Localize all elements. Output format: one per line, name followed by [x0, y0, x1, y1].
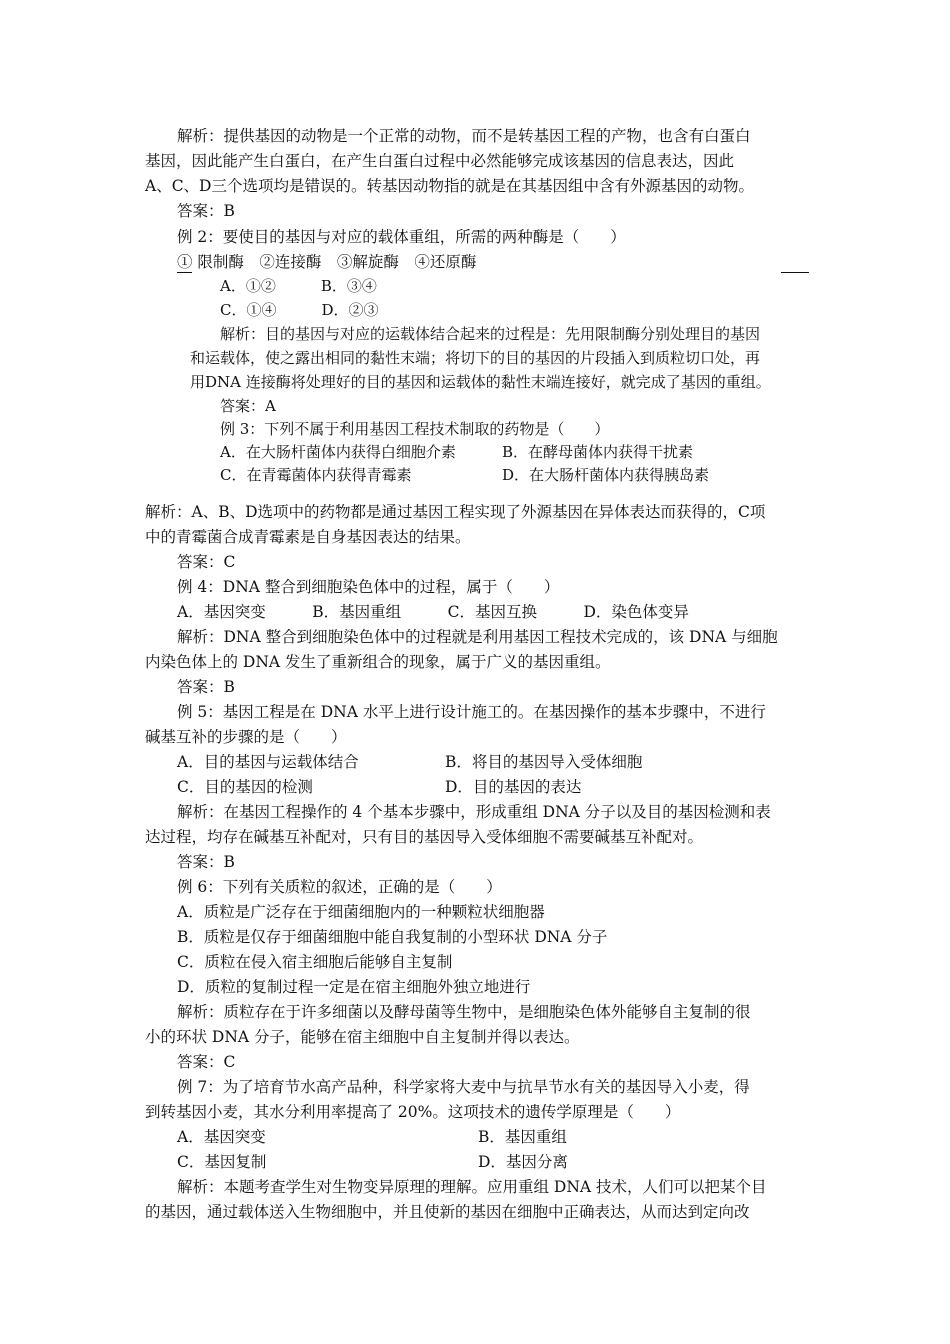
ex6-option-c: C．质粒在侵入宿主细胞后能够自主复制	[177, 953, 453, 971]
ex2-options-ab: A．①② B．③④	[220, 277, 377, 295]
ex2-analysis-line-1: 解析：目的基因与对应的运载体结合起来的过程是：先用限制酶分别处理目的基因	[220, 325, 761, 343]
ex7-option-a: A．基因突变	[177, 1128, 266, 1146]
ex2-trailing-rule	[781, 272, 809, 273]
ex7-analysis-line-2: 的基因，通过载体送入生物细胞中，并且使新的基因在细胞中正确表达，从而达到定向改	[145, 1203, 750, 1221]
ex4-analysis-line-2: 内染色体上的 DNA 发生了重新组合的现象，属于广义的基因重组。	[145, 653, 611, 671]
ex3-answer: 答案：C	[177, 553, 236, 571]
ex5-option-d: D．目的基因的表达	[445, 778, 582, 796]
ex3-analysis-line-2: 中的青霉菌合成青霉素是自身基因表达的结果。	[145, 528, 471, 546]
ex6-answer: 答案：C	[177, 1053, 236, 1071]
ex6-analysis-line-2: 小的环状 DNA 分子，能够在宿主细胞中自主复制并得以表达。	[145, 1028, 580, 1046]
ex7-analysis-line-1: 解析：本题考查学生对生物变异原理的理解。应用重组 DNA 技术，人们可以把某个目	[177, 1178, 767, 1196]
ex2-options-cd: C．①④ D．②③	[220, 301, 379, 319]
ex2-items: ① 限制酶 ②连接酶 ③解旋酶 ④还原酶	[177, 253, 477, 271]
ex2-question: 例 2：要使目的基因与对应的载体重组，所需的两种酶是（ ）	[177, 228, 626, 246]
ex3-option-c: C．在青霉菌体内获得青霉素	[220, 466, 412, 484]
ex6-question: 例 6：下列有关质粒的叙述，正确的是（ ）	[177, 878, 502, 896]
ex3-question: 例 3：下列不属于利用基因工程技术制取的药物是（ ）	[220, 420, 610, 438]
ex2-analysis-line-3: 用DNA 连接酶将处理好的目的基因和运载体的黏性末端连接好，就完成了基因的重组。	[190, 373, 771, 391]
ex3-option-b: B．在酵母菌体内获得干扰素	[502, 443, 694, 461]
ex7-question-line-1: 例 7：为了培育节水高产品种，科学家将大麦中与抗旱节水有关的基因导入小麦，得	[177, 1078, 750, 1096]
ex4-analysis-line-1: 解析：DNA 整合到细胞染色体中的过程就是利用基因工程技术完成的，该 DNA 与细胞	[177, 628, 778, 646]
ex5-answer: 答案：B	[177, 853, 235, 871]
ex2-answer: 答案：A	[220, 397, 276, 415]
ex6-option-d: D．质粒的复制过程一定是在宿主细胞外独立地进行	[177, 978, 531, 996]
ex1-analysis-line-3: A、C、D三个选项均是错误的。转基因动物指的就是在其基因组中含有外源基因的动物。	[145, 177, 754, 195]
ex4-options: A．基因突变 B．基因重组 C．基因互换 D．染色体变异	[177, 603, 689, 621]
ex7-option-b: B．基因重组	[478, 1128, 567, 1146]
ex5-option-c: C．目的基因的检测	[177, 778, 313, 796]
ex4-question: 例 4：DNA 整合到细胞染色体中的过程，属于（ ）	[177, 578, 560, 596]
ex1-analysis-line-2: 基因，因此能产生白蛋白，在产生白蛋白过程中必然能够完成该基因的信息表达，因此	[145, 152, 735, 170]
ex7-option-d: D．基因分离	[478, 1153, 568, 1171]
ex5-option-a: A．目的基因与运载体结合	[177, 753, 359, 771]
ex3-option-d: D．在大肠杆菌体内获得胰岛素	[502, 466, 710, 484]
ex7-question-line-2: 到转基因小麦，其水分利用率提高了 20%。这项技术的遗传学原理是（ ）	[145, 1103, 681, 1121]
ex5-question-line-1: 例 5：基因工程是在 DNA 水平上进行设计施工的。在基因操作的基本步骤中，不进行	[177, 703, 766, 721]
ex2-analysis-line-2: 和运载体，使之露出相同的黏性末端；将切下的目的基因的片段插入到质粒切口处，再	[190, 349, 761, 367]
ex3-option-a: A．在大肠杆菌体内获得白细胞介素	[220, 443, 456, 461]
ex6-option-a: A．质粒是广泛存在于细菌细胞内的一种颗粒状细胞器	[177, 903, 545, 921]
ex6-analysis-line-1: 解析：质粒存在于许多细菌以及酵母菌等生物中，是细胞染色体外能够自主复制的很	[177, 1003, 751, 1021]
ex5-option-b: B．将目的基因导入受体细胞	[445, 753, 643, 771]
ex2-items-underline	[177, 272, 192, 273]
ex1-analysis-line-1: 解析：提供基因的动物是一个正常的动物，而不是转基因工程的产物，也含有白蛋白	[177, 127, 751, 145]
ex6-option-b: B．质粒是仅存于细菌细胞中能自我复制的小型环状 DNA 分子	[177, 928, 608, 946]
ex5-question-line-2: 碱基互补的步骤的是（ ）	[145, 728, 347, 746]
ex1-answer: 答案：B	[177, 202, 235, 220]
ex4-answer: 答案：B	[177, 678, 235, 696]
ex5-analysis-line-1: 解析：在基因工程操作的 4 个基本步骤中，形成重组 DNA 分子以及目的基因检测和表	[177, 803, 771, 821]
ex5-analysis-line-2: 达过程，均存在碱基互补配对，只有目的基因导入受体细胞不需要碱基互补配对。	[145, 828, 704, 846]
ex3-analysis-line-1: 解析：A、B、D选项中的药物都是通过基因工程实现了外源基因在异体表达而获得的，C项	[145, 503, 766, 521]
ex7-option-c: C．基因复制	[177, 1153, 267, 1171]
